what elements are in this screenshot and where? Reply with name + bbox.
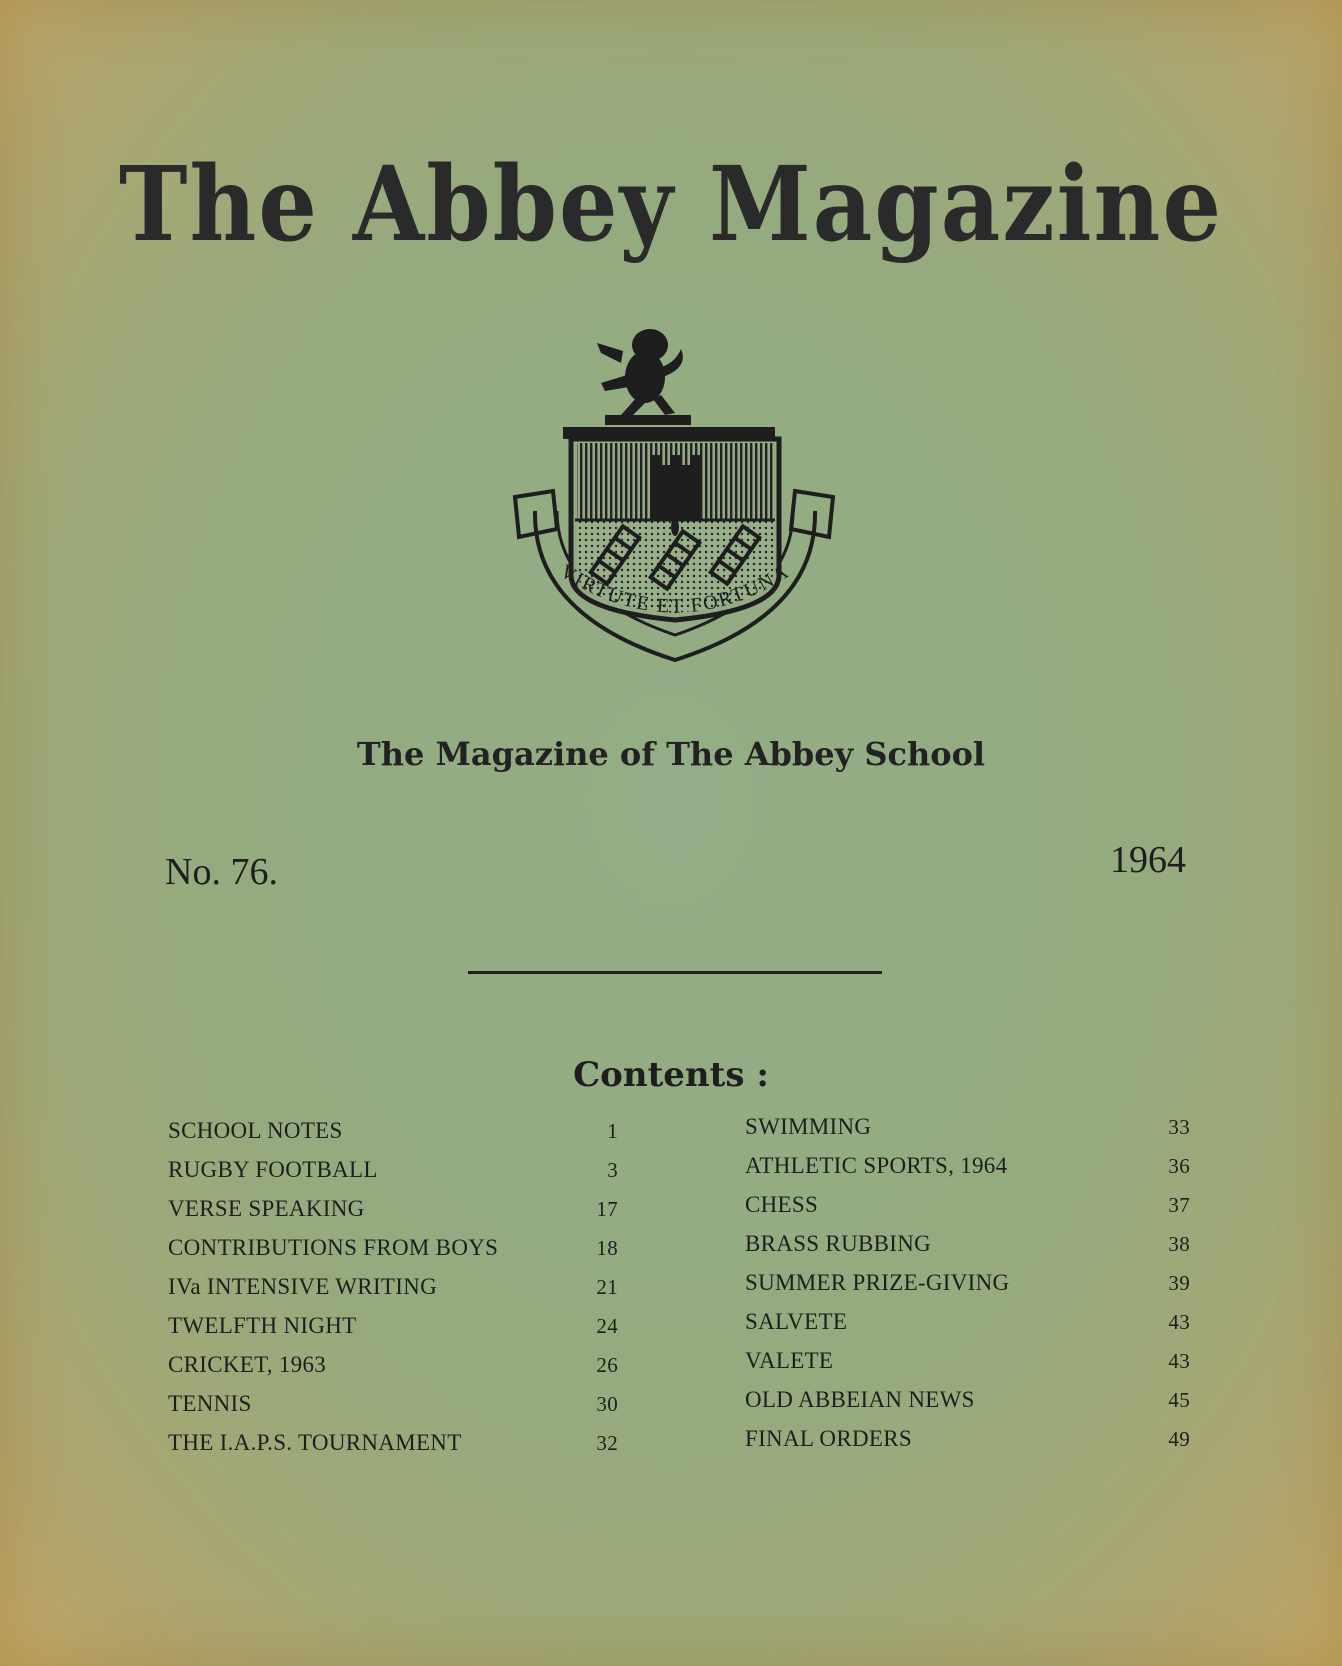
contents-item-page: 37 <box>1168 1193 1190 1217</box>
issue-number: No. 76. <box>165 851 278 893</box>
contents-item-page: 18 <box>596 1236 618 1260</box>
contents-item <box>745 1231 1190 1270</box>
contents-item-page: 38 <box>1168 1232 1190 1256</box>
contents-item-title: OLD ABBEIAN NEWS <box>745 1387 975 1412</box>
contents-item-title: SUMMER PRIZE-GIVING <box>745 1270 1010 1295</box>
contents-column-right <box>745 1114 1190 1465</box>
contents-item <box>168 1235 618 1274</box>
contents-item-title: FINAL ORDERS <box>745 1426 912 1451</box>
lion-icon <box>597 329 691 425</box>
contents-item <box>168 1157 618 1196</box>
contents-item-title: TENNIS <box>168 1391 252 1416</box>
contents-item-title: SCHOOL NOTES <box>168 1118 343 1143</box>
contents-item <box>745 1309 1190 1348</box>
contents-item-title: VALETE <box>745 1348 834 1373</box>
contents-item-page: 36 <box>1168 1154 1190 1178</box>
divider-rule <box>468 971 882 974</box>
contents-item-title: BRASS RUBBING <box>745 1231 932 1256</box>
contents-item-title: SWIMMING <box>745 1114 872 1139</box>
contents-item-page: 43 <box>1168 1310 1190 1334</box>
contents-column-left <box>168 1118 618 1469</box>
contents-item <box>168 1352 618 1391</box>
contents-item-page: 24 <box>596 1314 618 1338</box>
contents-item <box>168 1391 618 1430</box>
contents-item-page: 21 <box>596 1275 618 1299</box>
contents-item-title: RUGBY FOOTBALL <box>168 1157 378 1182</box>
contents-item <box>745 1192 1190 1231</box>
contents-item-title: CHESS <box>745 1192 819 1217</box>
crest-motto: VIRTUTE ET FORTUNA <box>556 560 794 618</box>
contents-item <box>168 1430 618 1469</box>
contents-item-page: 49 <box>1168 1427 1190 1451</box>
contents-item-title: TWELFTH NIGHT <box>168 1313 357 1338</box>
school-crest-icon <box>505 315 845 680</box>
contents-item-page: 39 <box>1168 1271 1190 1295</box>
magazine-subtitle: The Magazine of The Abbey School <box>356 735 986 773</box>
contents-item-title: CONTRIBUTIONS FROM BOYS <box>168 1235 499 1260</box>
contents-item-page: 43 <box>1168 1349 1190 1373</box>
contents-item-page: 33 <box>1168 1115 1190 1139</box>
contents-item-page: 17 <box>596 1197 618 1221</box>
contents-item-page: 26 <box>596 1353 618 1377</box>
contents-item-title: SALVETE <box>745 1309 848 1334</box>
contents-item <box>168 1274 618 1313</box>
contents-item <box>168 1196 618 1235</box>
contents-item-page: 45 <box>1168 1388 1190 1412</box>
magazine-title: The Abbey Magazine <box>119 143 1223 265</box>
contents-item <box>745 1348 1190 1387</box>
tower-icon <box>650 455 700 519</box>
contents-item-title: THE I.A.P.S. TOURNAMENT <box>168 1430 462 1455</box>
contents-item <box>745 1270 1190 1309</box>
contents-item <box>745 1153 1190 1192</box>
contents-item-page: 3 <box>607 1158 618 1182</box>
contents-heading: Contents : <box>573 1055 769 1095</box>
contents-item <box>745 1114 1190 1153</box>
contents-item-title: VERSE SPEAKING <box>168 1196 365 1221</box>
contents-item-title: CRICKET, 1963 <box>168 1352 327 1377</box>
contents-item-page: 1 <box>607 1119 618 1143</box>
contents-item <box>168 1313 618 1352</box>
contents-item <box>168 1118 618 1157</box>
contents-item-title: ATHLETIC SPORTS, 1964 <box>745 1153 1008 1178</box>
contents-item-page: 30 <box>596 1392 618 1416</box>
contents-item-title: IVa INTENSIVE WRITING <box>168 1274 438 1299</box>
contents-item <box>745 1426 1190 1465</box>
contents-item <box>745 1387 1190 1426</box>
contents-item-page: 32 <box>596 1431 618 1455</box>
issue-year: 1964 <box>1110 839 1186 881</box>
